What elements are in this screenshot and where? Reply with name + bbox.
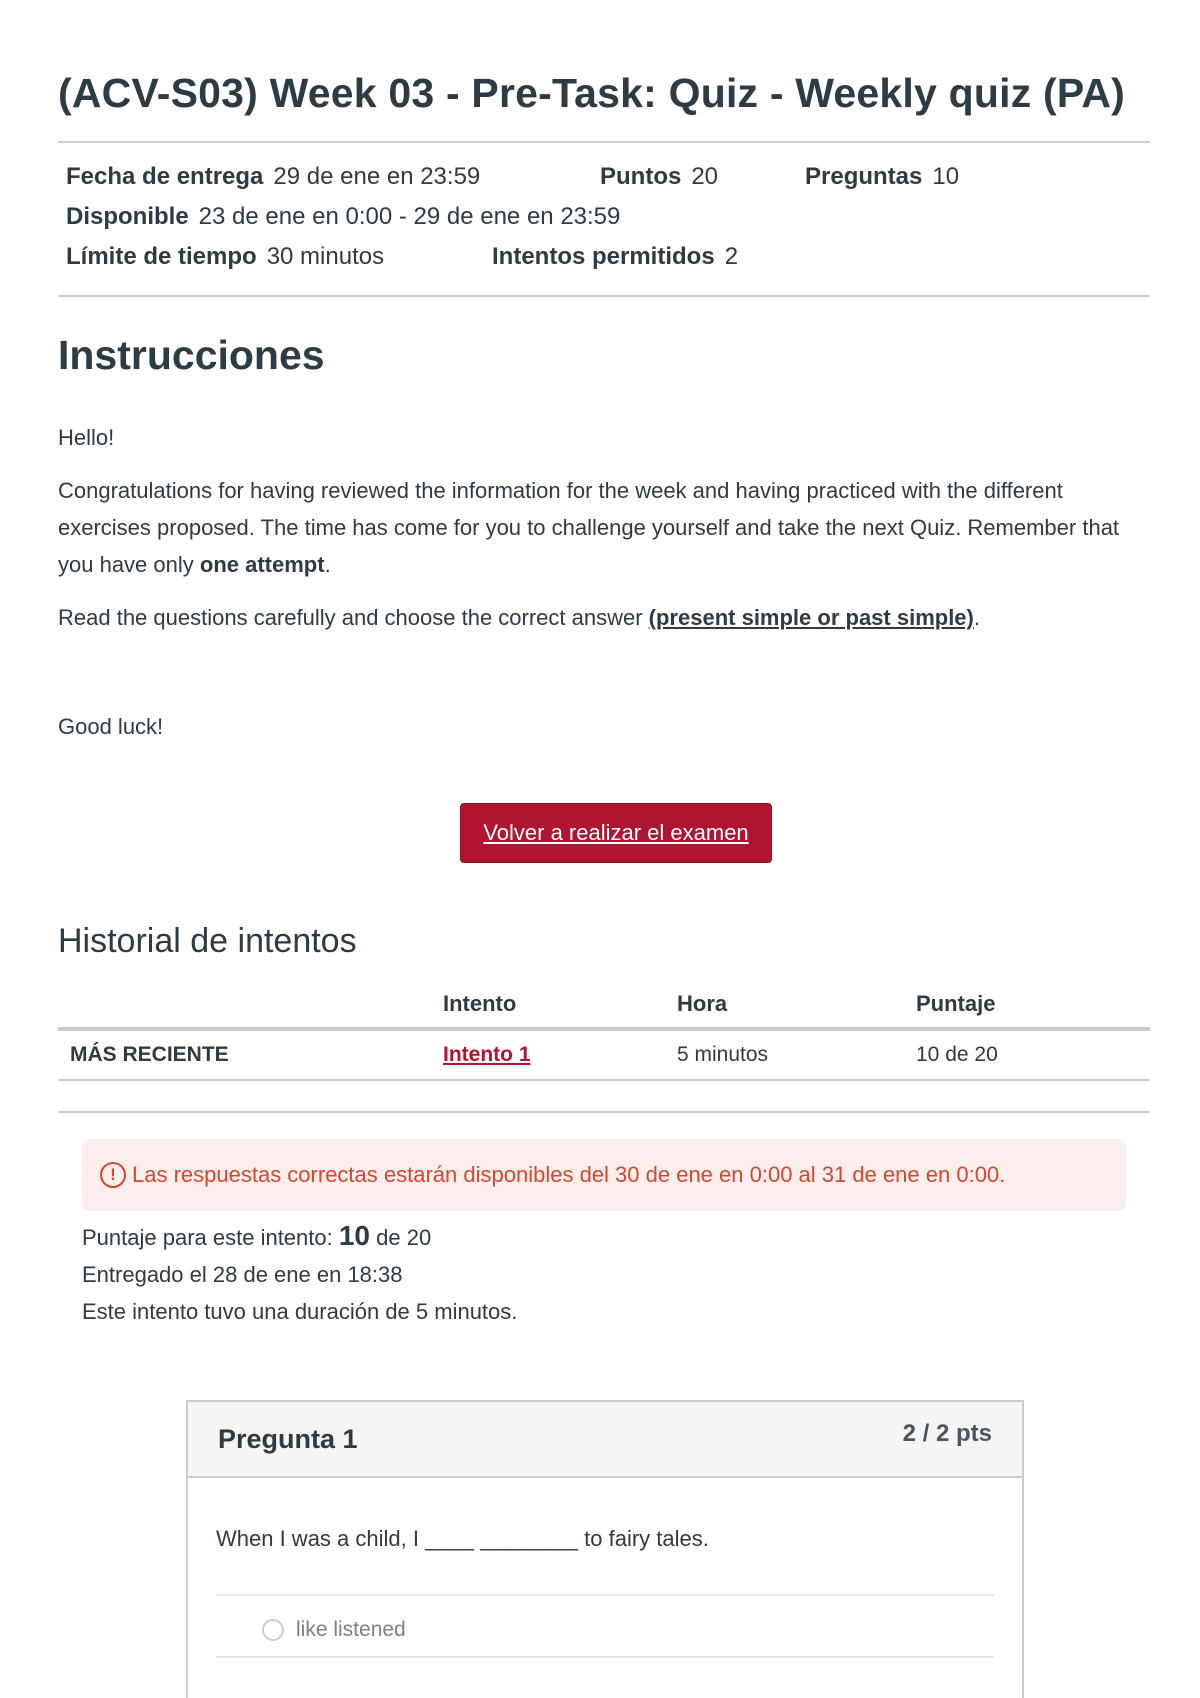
attempt-history-heading: Historial de intentos: [58, 922, 357, 960]
question-text: When I was a child, I ____ ________ to fairy tales.: [216, 1526, 709, 1551]
divider: [58, 1111, 1150, 1113]
instructions-congrats: Congratulations for having reviewed the information for the week and having practiced with the different exercises proposed. The time has come for you to challenge yourself and take the next Quiz. Remember that you have only one attempt.: [58, 478, 1120, 577]
divider: [216, 1656, 994, 1658]
instructions-hello: Hello!: [58, 425, 115, 450]
column-header: Hora: [677, 983, 916, 1029]
attempt-result: [82, 1217, 1150, 1330]
time-limit: Límite de tiempo 30 minutos: [66, 243, 385, 270]
row-label: MÁS RECIENTE: [58, 1029, 443, 1080]
duration-line: Este intento tuvo una duración de 5 minutos.: [82, 1299, 518, 1324]
attempt-time: 5 minutos: [677, 1029, 916, 1080]
attempt-score: 10 de 20: [916, 1029, 1150, 1080]
question-points: 2 / 2 pts: [902, 1420, 992, 1447]
warning-icon: !: [100, 1162, 126, 1188]
answers-availability-alert: [82, 1139, 1126, 1211]
attempt-score-line: Puntaje para este intento: 10 de 20: [82, 1220, 432, 1251]
instructions-good-luck: Good luck!: [58, 714, 164, 739]
retake-quiz-button[interactable]: Volver a realizar el examen: [460, 803, 771, 863]
table-header-row: [58, 983, 1150, 1029]
column-header: Intento: [443, 983, 677, 1029]
quiz-details: [58, 143, 1150, 283]
instructions-read: Read the questions carefully and choose the correct answer (present simple or past simple).: [58, 605, 980, 630]
divider: [58, 295, 1150, 297]
column-header: [58, 983, 443, 1029]
question-title: Pregunta 1: [218, 1423, 358, 1454]
page-title: (ACV-S03) Week 03 - Pre-Task: Quiz - Weekly quiz (PA): [58, 70, 1126, 116]
alert-text: Las respuestas correctas estarán disponibles del 30 de ene en 0:00 al 31 de ene en 0:00.: [132, 1162, 1006, 1187]
due-date: Fecha de entrega 29 de ene en 23:59: [66, 163, 481, 190]
availability: Disponible 23 de ene en 0:00 - 29 de ene en 23:59: [66, 203, 621, 230]
question-card: [186, 1400, 1024, 1698]
quiz-page: [58, 0, 1150, 1641]
answer-option: [262, 1618, 994, 1642]
attempt-link[interactable]: Intento 1: [443, 1043, 531, 1066]
divider: [216, 1594, 994, 1596]
points: Puntos 20: [600, 163, 719, 190]
question-header: [188, 1402, 1022, 1478]
instructions-heading: Instrucciones: [58, 332, 325, 378]
radio-icon: [262, 1619, 284, 1641]
column-header: Puntaje: [916, 983, 1150, 1029]
submitted-line: Entregado el 28 de ene en 18:38: [82, 1262, 403, 1287]
questions-count: Preguntas 10: [805, 163, 960, 190]
allowed-attempts: Intentos permitidos 2: [492, 243, 739, 270]
table-row: [58, 1029, 1150, 1080]
answer-option-label: like listened: [296, 1618, 406, 1641]
attempt-history-table: [58, 983, 1150, 1081]
